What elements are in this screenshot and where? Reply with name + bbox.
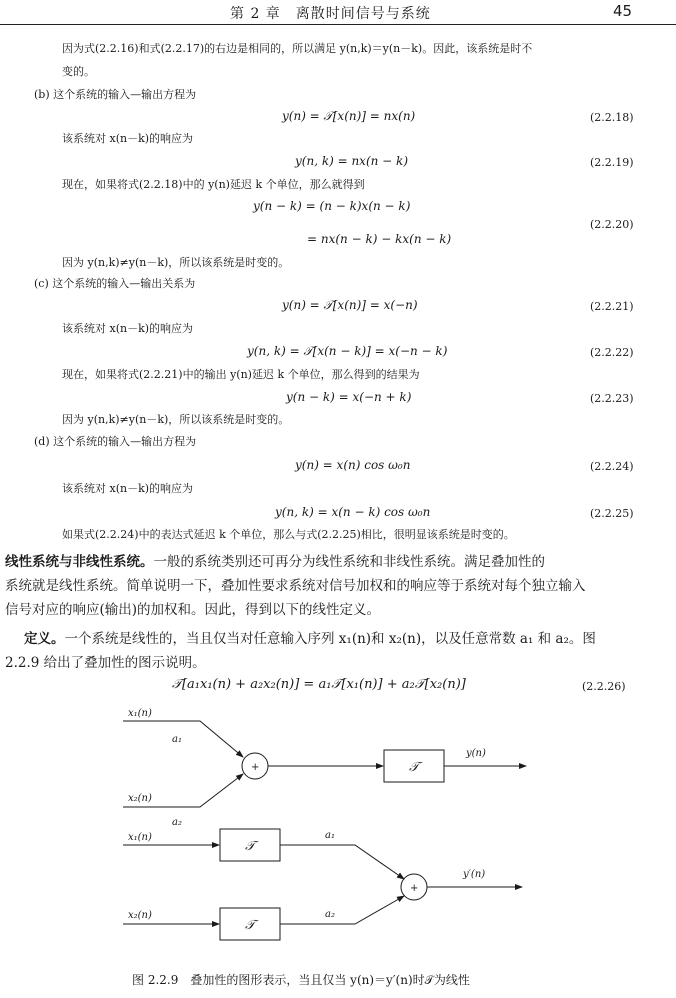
text-line: 该系统对 x(n－k)的响应为 <box>62 482 194 495</box>
input-line-x1-top <box>123 721 243 757</box>
chapter-title: 第 2 章 离散时间信号与系统 <box>230 6 431 22</box>
equation-number: (2.2.18) <box>590 111 634 124</box>
text-line: 因为 y(n,k)≠y(n－k)，所以该系统是时变的。 <box>62 413 290 426</box>
label-y: y(n) <box>466 748 486 759</box>
plus-sign-top: + <box>251 762 260 773</box>
text-line: 现在，如果将式(2.2.18)中的 y(n)延迟 k 个单位，那么就得到 <box>62 178 365 191</box>
system-label-bottom-1: 𝒯 <box>245 839 255 854</box>
equation-number: (2.2.19) <box>590 156 634 169</box>
label-a1-top: a₁ <box>172 734 182 745</box>
branch-line-2 <box>280 896 404 924</box>
text-line: 该系统对 x(n－k)的响应为 <box>62 132 194 145</box>
paragraph-text: 一个系统是线性的，当且仅当对任意输入序列 x₁(n)和 x₂(n)，以及任意常数 a₁ 和 a₂。图 <box>64 631 596 647</box>
text-line: 该系统对 x(n－k)的响应为 <box>62 322 194 335</box>
equation: y(n, k) = x(n − k) cos ω₀n <box>275 505 431 519</box>
equation-number: (2.2.26) <box>582 680 626 693</box>
page-number: 45 <box>613 2 633 20</box>
branch-line-1 <box>280 845 404 879</box>
page-header <box>0 0 676 26</box>
text-line: 因为式(2.2.16)和式(2.2.17)的右边是相同的，所以满足 y(n,k)＝y(n－k)。因此，该系统是时不 <box>62 42 533 55</box>
equation-number: (2.2.24) <box>590 460 634 473</box>
equation: y(n, k) = nx(n − k) <box>295 154 408 168</box>
label-a1-bottom: a₁ <box>325 830 335 841</box>
equation-number: (2.2.23) <box>590 392 634 405</box>
label-a2-bottom: a₂ <box>325 909 335 920</box>
text-line: 如果式(2.2.24)中的表达式延迟 k 个单位，那么与式(2.2.25)相比，很明显该系统是时变的。 <box>62 528 515 541</box>
equation: y(n, k) = 𝒯[x(n − k)] = x(−n − k) <box>247 344 448 358</box>
paragraph-line: 2.2.9 给出了叠加性的图示说明。 <box>5 655 206 671</box>
term-heading: 线性系统与非线性系统。 <box>5 554 154 570</box>
equation: = nx(n − k) − kx(n − k) <box>307 232 452 246</box>
plus-sign-bottom: + <box>410 883 419 894</box>
label-x1-top: x₁(n) <box>128 708 152 719</box>
paragraph-line: 系统就是线性系统。简单说明一下，叠加性要求系统对信号加权和的响应等于系统对每个独立输入 <box>5 578 586 594</box>
paragraph-text: 一般的系统类别还可再分为线性系统和非线性系统。满足叠加性的 <box>153 554 545 570</box>
equation: 𝒯[a₁x₁(n) + a₂x₂(n)] = a₁𝒯[x₁(n)] + a₂𝒯[x₂(n)] <box>172 677 466 692</box>
figure-caption: 图 2.2.9 叠加性的图形表示，当且仅当 y(n)＝y′(n)时𝒯为线性 <box>132 973 470 987</box>
label-x2-bottom: x₂(n) <box>128 910 152 921</box>
text-line: (c) 这个系统的输入—输出关系为 <box>34 277 196 290</box>
superposition-diagram <box>0 700 676 970</box>
label-x2-top: x₂(n) <box>128 793 152 804</box>
paragraph-line: 信号对应的响应(输出)的加权和。因此，得到以下的线性定义。 <box>5 602 381 618</box>
equation: y(n) = 𝒯[x(n)] = x(−n) <box>282 298 418 312</box>
header-rule <box>0 24 676 25</box>
equation: y(n − k) = x(−n + k) <box>286 390 412 404</box>
definition-heading: 定义。 <box>24 631 65 647</box>
label-a2-top: a₂ <box>172 817 182 828</box>
equation-number: (2.2.20) <box>590 218 634 231</box>
paragraph-line <box>24 630 596 648</box>
equation: y(n − k) = (n − k)x(n − k) <box>253 199 411 213</box>
equation: y(n) = 𝒯[x(n)] = nx(n) <box>282 109 416 123</box>
system-label-top: 𝒯 <box>409 760 419 775</box>
text-line: (b) 这个系统的输入—输出方程为 <box>34 88 197 101</box>
text-line: 因为 y(n,k)≠y(n－k)，所以该系统是时变的。 <box>62 256 290 269</box>
text-line: 变的。 <box>62 65 95 78</box>
text-line: 现在，如果将式(2.2.21)中的输出 y(n)延迟 k 个单位，那么得到的结果为 <box>62 368 420 381</box>
text-line: (d) 这个系统的输入—输出方程为 <box>34 435 197 448</box>
equation: y(n) = x(n) cos ω₀n <box>295 458 411 472</box>
equation-number: (2.2.25) <box>590 507 634 520</box>
equation-number: (2.2.22) <box>590 346 634 359</box>
system-label-bottom-2: 𝒯 <box>245 918 255 933</box>
label-x1-bottom: x₁(n) <box>128 832 152 843</box>
paragraph-line <box>5 553 545 571</box>
label-y-prime: y′(n) <box>463 869 486 880</box>
equation-number: (2.2.21) <box>590 300 634 313</box>
